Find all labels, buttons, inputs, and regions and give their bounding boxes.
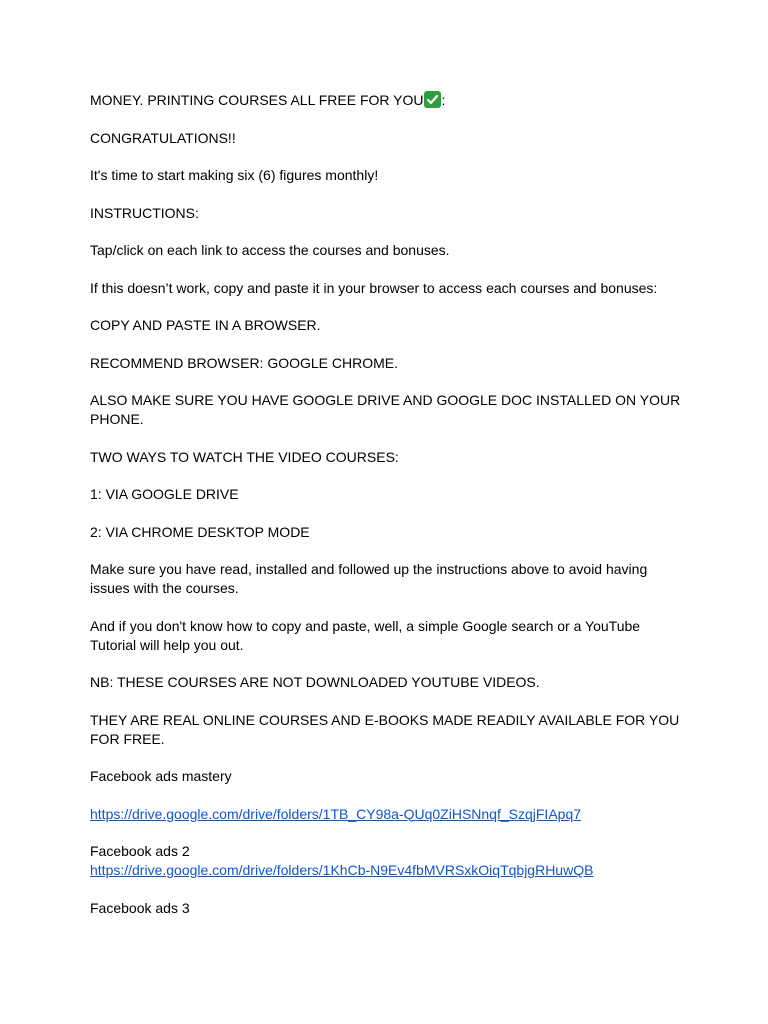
recommend-browser-text: RECOMMEND BROWSER: GOOGLE CHROME. xyxy=(90,354,399,371)
if-not-work-text: If this doesn’t work, copy and paste it in your browser to access each courses and bonuses: xyxy=(90,279,658,296)
also-make-sure-text: ALSO MAKE SURE YOU HAVE GOOGLE DRIVE AND GOOGLE DOC INSTALLED ON YOUR PHONE. xyxy=(90,392,681,427)
tap-click-text: Tap/click on each link to access the courses and bonuses. xyxy=(90,242,450,258)
title-text: MONEY. PRINTING COURSES ALL FREE FOR YOU xyxy=(90,92,424,108)
course-link[interactable]: https://drive.google.com/drive/folders/1KhCb-N9Ev4fbMVRSxkOiqTqbjgRHuwQB xyxy=(90,862,594,878)
copy-paste-text: COPY AND PASTE IN A BROWSER. xyxy=(90,317,321,333)
instructions-heading: INSTRUCTIONS: xyxy=(90,204,199,221)
course-name-facebook-ads-3: Facebook ads 3 xyxy=(90,899,190,916)
course-name-facebook-ads-mastery: Facebook ads mastery xyxy=(90,768,232,784)
course-link-facebook-ads-mastery xyxy=(90,805,682,824)
title-suffix: : xyxy=(441,92,446,108)
check-mark-icon xyxy=(424,91,441,108)
two-ways-heading: TWO WAYS TO WATCH THE VIDEO COURSES: xyxy=(90,448,399,465)
real-courses-text: THEY ARE REAL ONLINE COURSES AND E-BOOKS MADE READILY AVAILABLE FOR YOU FOR FREE. xyxy=(90,711,680,747)
course-link[interactable]: https://drive.google.com/drive/folders/1TB_CY98a-QUq0ZiHSNnqf_SzqjFIApq7 xyxy=(90,805,582,822)
six-figures-text: It's time to start making six (6) figures monthly! xyxy=(90,167,379,183)
way-2-text: 2: VIA CHROME DESKTOP MODE xyxy=(90,523,310,540)
document-page xyxy=(90,91,682,936)
way-1-text: 1: VIA GOOGLE DRIVE xyxy=(90,486,239,502)
if-dont-know-text: And if you don't know how to copy and paste, well, a simple Google search or a YouTube Tutorial will help you out. xyxy=(90,617,641,653)
document-title xyxy=(90,91,682,110)
course-link-facebook-ads-2 xyxy=(90,861,682,880)
nb-text: NB: THESE COURSES ARE NOT DOWNLOADED YOUTUBE VIDEOS. xyxy=(90,674,540,690)
course-name-facebook-ads-2: Facebook ads 2 xyxy=(90,843,190,859)
congratulations-text: CONGRATULATIONS!! xyxy=(90,129,236,146)
make-sure-read-text: Make sure you have read, installed and followed up the instructions above to avoid having issues with the courses. xyxy=(90,561,648,596)
